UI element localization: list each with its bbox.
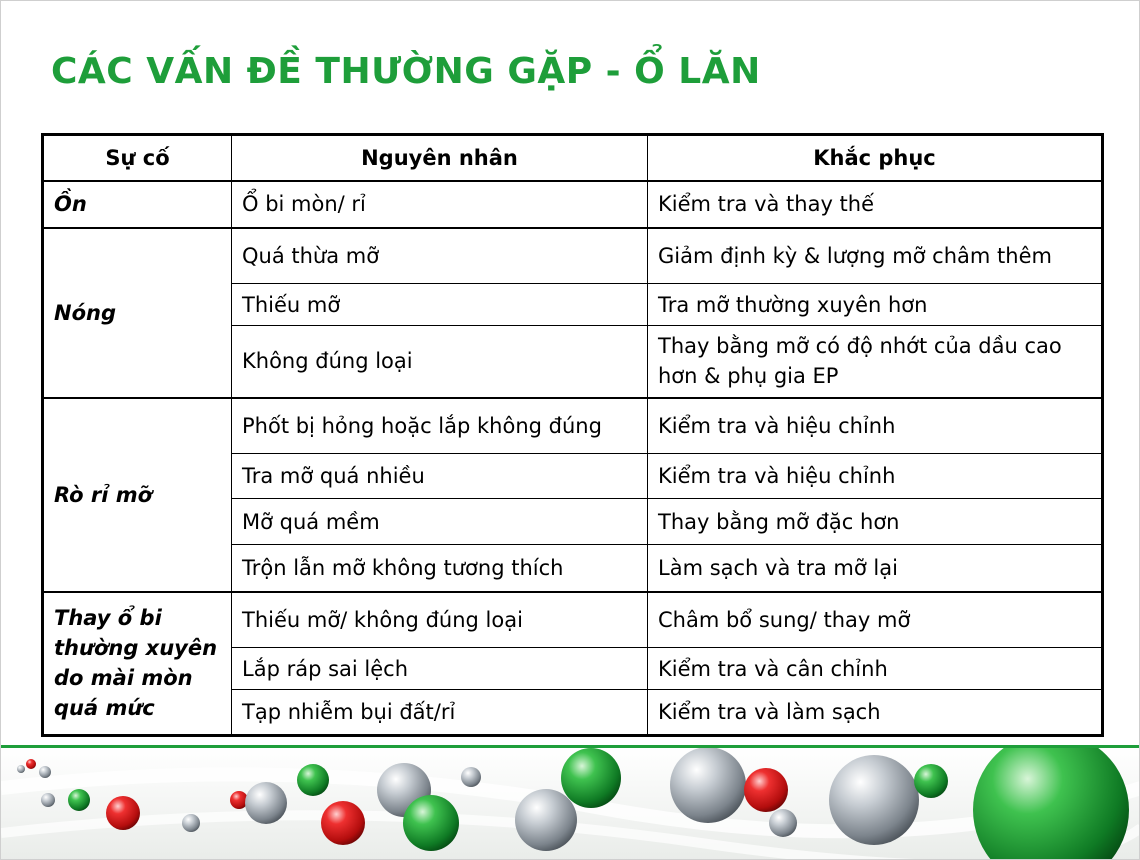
cause-cell: Ổ bi mòn/ rỉ <box>232 181 648 228</box>
header-issue: Sự cố <box>43 135 232 181</box>
fix-cell: Thay bằng mỡ có độ nhớt của dầu cao hơn & phụ gia EP <box>648 326 1103 398</box>
fix-cell: Giảm định kỳ & lượng mỡ châm thêm <box>648 228 1103 284</box>
cause-cell: Phốt bị hỏng hoặc lắp không đúng <box>232 398 648 454</box>
silver-sphere <box>769 809 797 837</box>
cause-cell: Lắp ráp sai lệch <box>232 648 648 690</box>
silver-sphere <box>17 765 25 773</box>
green-sphere <box>561 748 621 808</box>
table-row <box>43 228 1103 284</box>
issue-cell: Ồn <box>43 181 232 228</box>
green-sphere <box>68 789 90 811</box>
cause-cell: Thiếu mỡ <box>232 284 648 326</box>
table-row <box>43 592 1103 648</box>
green-sphere <box>403 795 459 851</box>
red-sphere <box>106 796 140 830</box>
issue-cell: Thay ổ bi thường xuyên do mài mòn quá mức <box>43 592 232 736</box>
fix-cell: Tra mỡ thường xuyên hơn <box>648 284 1103 326</box>
red-sphere <box>26 759 36 769</box>
silver-sphere <box>41 793 55 807</box>
fix-cell: Làm sạch và tra mỡ lại <box>648 545 1103 592</box>
issue-cell: Rò rỉ mỡ <box>43 398 232 592</box>
fix-cell: Kiểm tra và hiệu chỉnh <box>648 398 1103 454</box>
silver-sphere <box>670 748 746 823</box>
red-sphere <box>321 801 365 845</box>
red-sphere <box>744 768 788 812</box>
fix-cell: Thay bằng mỡ đặc hơn <box>648 499 1103 545</box>
fix-cell: Kiểm tra và hiệu chỉnh <box>648 454 1103 499</box>
cause-cell: Trộn lẫn mỡ không tương thích <box>232 545 648 592</box>
fix-cell: Kiểm tra và làm sạch <box>648 690 1103 736</box>
silver-sphere <box>39 766 51 778</box>
table-row <box>43 181 1103 228</box>
fix-cell: Châm bổ sung/ thay mỡ <box>648 592 1103 648</box>
silver-sphere <box>182 814 200 832</box>
issue-cell: Nóng <box>43 228 232 398</box>
table-row <box>43 398 1103 454</box>
header-cause: Nguyên nhân <box>232 135 648 181</box>
silver-sphere <box>461 767 481 787</box>
silver-sphere <box>245 782 287 824</box>
table-header-row <box>43 135 1103 181</box>
troubleshooting-table <box>41 133 1104 737</box>
cause-cell: Quá thừa mỡ <box>232 228 648 284</box>
slide-title: CÁC VẤN ĐỀ THƯỜNG GẶP - Ổ LĂN <box>51 51 761 92</box>
fix-cell: Kiểm tra và thay thế <box>648 181 1103 228</box>
cause-cell: Tra mỡ quá nhiều <box>232 454 648 499</box>
silver-sphere <box>829 755 919 845</box>
green-sphere <box>914 764 948 798</box>
header-fix: Khắc phục <box>648 135 1103 181</box>
cause-cell: Tạp nhiễm bụi đất/rỉ <box>232 690 648 736</box>
cause-cell: Thiếu mỡ/ không đúng loại <box>232 592 648 648</box>
cause-cell: Không đúng loại <box>232 326 648 398</box>
green-sphere <box>297 764 329 796</box>
fix-cell: Kiểm tra và cân chỉnh <box>648 648 1103 690</box>
cause-cell: Mỡ quá mềm <box>232 499 648 545</box>
decorative-spheres-footer <box>1 748 1140 860</box>
silver-sphere <box>515 789 577 851</box>
green-sphere <box>973 748 1129 860</box>
